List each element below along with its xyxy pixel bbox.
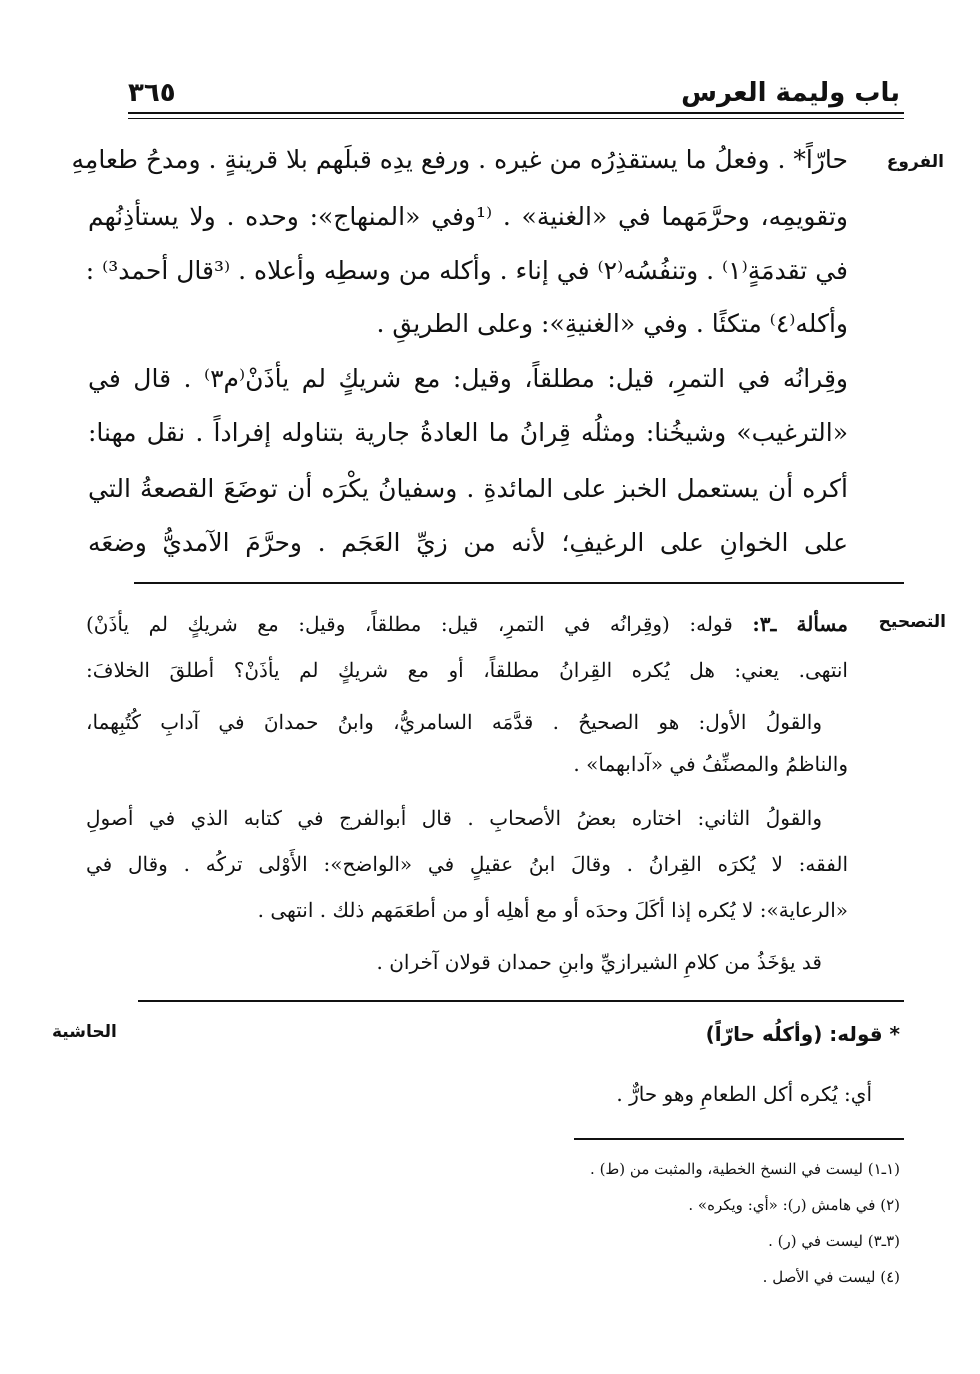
footnote: (٣ـ٣) ليست في (ر) . [768,1232,900,1250]
tashih-line-text: قوله: (وقِرانُه في التمرِ، قيل: مطلقاً، وقيل: مع شريكٍ لم يأذَنْ) [86,612,753,636]
section-divider [138,1000,904,1002]
tashih-line: «الرعاية»: لا يُكره إذا أكَلَ وحدَه أو مع أهلِه أو من أطعَمَهم ذلك . انتهى . [257,898,848,922]
tashih-line [86,612,848,636]
tashih-line: انتهى. يعني: هل يُكره القِرانُ مطلقاً، أو مع شريكٍ لم يأذَنْ؟ أطلقَ الخلافَ: [86,658,848,682]
tashih-line: الفقه: لا يُكرَه القِرانُ . وقالَ ابنُ عقيلٍ في «الواضح»: الأَوْلى تركُه . وقال في [86,852,848,876]
main-line: وأكله⁽٤⁾ متكئًا . وفي «الغنيةِ»: وعلى الطريقِ . [376,309,848,338]
side-label-tashih: التصحيح [878,612,946,632]
page-number: ٣٦٥ [128,78,176,108]
tashih-line: والناظمُ والمصنِّفُ في «آدابهما» . [573,752,848,776]
footnote: (١ـ١) ليست في النسخ الخطية، والمثبت من (ط) . [590,1160,900,1178]
main-line: على الخوانِ على الرغيفِ؛ لأنه من زيِّ العَجَم . وحرَّمَ الآمديُّ وضعَه [88,528,848,557]
main-line: وتقويمِه، وحرَّمَهما في «الغنية» . ⁽¹وفي «المنهاج»: وحده . ولا يستأذِنُهم [88,202,848,231]
main-line: «الترغيب» وشيخُنا: ومثلُه قِرانُ ما العادةُ جارية بتناوله إفراداً . نقل مهنا: [88,418,848,447]
hashiya-text: أي: يُكره أكل الطعامِ وهو حارٌّ . [616,1082,872,1106]
side-label-furu: الفروع [886,152,944,172]
section-divider [134,582,904,584]
main-line: أكره أن يستعمل الخبز على المائدةِ . وسفيانُ يكْرَه أن توضَعَ القصعةُ التي [88,474,848,503]
hashiya-title: * قوله: (وأكلُه حارّاً) [705,1022,900,1046]
tashih-line: والقولُ الثاني: اختاره بعضُ الأصحابِ . قال أبوالفرج في كتابه الذي في أصولِ [86,806,822,830]
side-label-hashiya: الحاشية [52,1022,117,1042]
running-header-title: باب وليمة العرس [681,78,900,108]
footnote: (٢) في هامش (ر): «أي: ويكره» . [688,1196,900,1214]
footnote: (٤) ليست في الأصل . [762,1268,900,1286]
main-line: حارّاً* . وفعلُ ما يستقذِرُه من غيره . ورفع يدِه قبلَهم بلا قرينةٍ . ومدحُ طعامِهِ [71,145,848,174]
masala-label: مسألة ـ٣: [752,612,848,636]
main-line: وقِرانُه في التمرِ، قيل: مطلقاً، وقيل: مع شريكٍ لم يأذَنْ⁽م٣⁾ . قال في [88,364,848,393]
header-rule-thin [128,118,904,119]
tashih-line: قد يؤخَذُ من كلامِ الشيرازيِّ وابنِ حمدان قولان آخران . [376,950,822,974]
main-line: في تقدمَةٍ⁽١⁾ . وتنفُسُه⁽٢⁾ في إناء . وأكله من وسطِه وأعلاه . ⁽³قال أحمد³⁾ : [85,256,848,285]
header-rule [128,112,904,114]
footnote-rule [574,1138,904,1140]
tashih-line: والقولُ الأول: هو الصحيحُ . قدَّمَه السامريُّ، وابنُ حمدانَ في آدابِ كُتُبِهما، [86,710,822,734]
